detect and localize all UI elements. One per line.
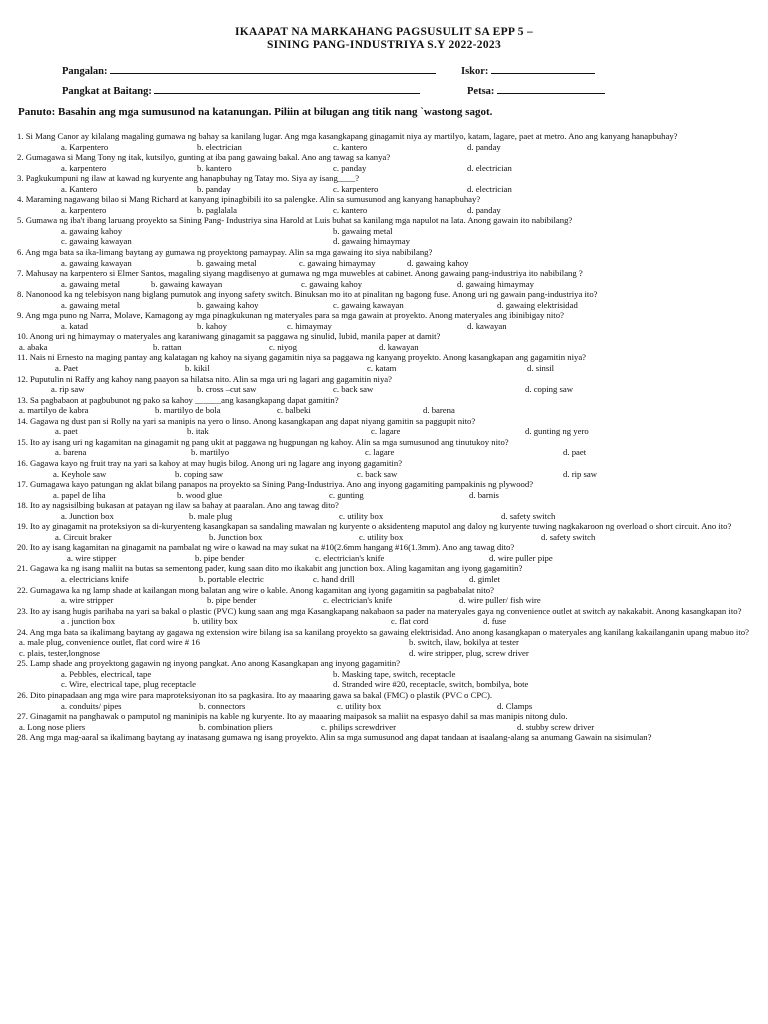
exam-title-line2: SINING PANG-INDUSTRIYA S.Y 2022-2023 (266, 39, 502, 51)
exam-title-line1: IKAAPAT NA MARKAHANG PAGSUSULIT SA EPP 5 – (234, 26, 534, 38)
question-item (17, 268, 757, 289)
question-item (17, 690, 757, 711)
question-item (17, 374, 757, 395)
answer-choice[interactable]: b. martilyo (191, 447, 230, 458)
answer-choice[interactable]: a. gawaing kawayan (61, 257, 132, 268)
question-stem: 23. Ito ay isang hugis parihaba na yari sa bakal o plastic (PVC) kung saan ang mga Kasangkapang nakabaon sa pader na materyales gaya ng convenience outlet at switch ay nakakabit. Anong kasangkapan ito? (17, 605, 742, 616)
question-item (17, 352, 757, 373)
choices-row (17, 226, 757, 237)
question-item (17, 585, 757, 606)
question-stem: 16. Gagawa kayo ng fruit tray na yari sa kahoy at may hugis bilog. Anong uri ng lagare ang inyong gagamitin? (17, 457, 403, 468)
answer-choice[interactable]: b. itak (187, 426, 209, 437)
answer-choice[interactable]: d. kawayan (467, 320, 507, 331)
section-label: Pangkat at Baitang: (62, 86, 152, 97)
question-stem: 4. Maraming nagawang bilao si Mang Richard at kanyang ipinagbibili ito sa palengke. Alin sa sumusunod ang kanyang hanapbuhay? (17, 194, 481, 205)
answer-choice[interactable]: a. gawaing metal (61, 278, 121, 289)
answer-choice[interactable]: b. combination pliers (199, 721, 273, 732)
question-item (17, 131, 757, 152)
answer-choice[interactable]: c. himaymay (287, 320, 332, 331)
question-stem: 10. Anong uri ng himaymay o materyales ang karaniwang ginagamit sa paggawa ng sinulid, lubid, manila paper at damit? (17, 331, 441, 342)
name-field-row (62, 63, 436, 77)
choices-row (17, 532, 757, 543)
answer-choice[interactable]: c. lagare (371, 426, 401, 437)
choices-row (17, 405, 757, 416)
answer-choice[interactable]: d. gawaing kahoy (407, 257, 469, 268)
answer-choice[interactable]: c. utility box (339, 510, 384, 521)
answer-choice[interactable]: c. kantero (333, 141, 368, 152)
question-stem: 25. Lamp shade ang proyektong gagawin ng inyong pangkat. Ano anong Kasangkapan ang inyong gagamitin? (17, 658, 401, 669)
choices-row (17, 384, 757, 395)
answer-choice[interactable]: d. electrician (467, 183, 512, 194)
answer-choice[interactable]: b. kantero (197, 162, 232, 173)
choices-row (17, 205, 757, 216)
answer-choice[interactable]: d. wire stripper, plug, screw driver (409, 647, 529, 658)
answer-choice[interactable]: a. paet (55, 426, 78, 437)
answer-choice[interactable]: a. Keyhole saw (53, 468, 107, 479)
answer-choice[interactable]: a. katad (61, 320, 89, 331)
answer-choice[interactable]: a. conduits/ pipes (61, 700, 122, 711)
choices-row (17, 511, 757, 522)
answer-choice[interactable]: c. gawaing kawayan (333, 299, 404, 310)
choices-row (17, 701, 757, 712)
answer-choice[interactable]: b. panday (197, 183, 231, 194)
answer-choice[interactable]: a. Kantero (61, 183, 98, 194)
answer-choice[interactable]: d. gimlet (469, 573, 500, 584)
question-item (17, 152, 757, 173)
question-stem: 19. Ito ay ginagamit na proteksiyon sa di-kuryenteng kasangkapan sa sandaling mawalan ng kuryente o aksidenteng maputol ang daloy ng kuryente tuwing nagkakaroon ng overload o short circuit. Ano ito? (17, 521, 732, 532)
answer-choice[interactable]: b. pipe bender (207, 595, 257, 606)
question-item (17, 711, 757, 732)
choices-row (17, 595, 757, 606)
question-stem: 5. Gumawa ng iba't ibang laruang proyekto sa Sining Pang- Industriya sina Harold at Luis buhat sa kanilang mga napulot na lata. Anong gawain ito nabibilang? (17, 215, 573, 226)
question-stem: 9. Ang mga puno ng Narra, Molave, Kamagong ay mga pinagkukunan ng materyales para sa mga gawain at proyekto. Anong materyales ang ibinibigay nito? (17, 310, 564, 321)
question-item (17, 289, 757, 310)
answer-choice[interactable]: a. karpentero (61, 162, 107, 173)
answer-choice[interactable]: b. coping saw (175, 468, 224, 479)
answer-choice[interactable]: a. papel de liha (53, 489, 106, 500)
answer-choice[interactable]: a. Junction box (61, 510, 114, 521)
answer-choice[interactable]: a. wire stripper (61, 595, 114, 606)
question-item (17, 521, 757, 542)
answer-choice[interactable]: a. Paet (55, 363, 79, 374)
answer-choice[interactable]: c. balbeki (277, 405, 311, 416)
answer-choice[interactable]: a. gawaing kahoy (61, 225, 123, 236)
answer-choice[interactable]: d. safety switch (541, 531, 596, 542)
question-stem: 26. Dito pinapadaan ang mga wire para maproteksiyonan ito sa pagkasira. Ito ay maaaring gawa sa bakal (FMC) o plastik (PVC o CPC). (17, 689, 493, 700)
choices-row (17, 163, 757, 174)
question-stem: 1. Si Mang Canor ay kilalang magaling gumawa ng bahay sa kanilang lugar. Ang mga kasangkapang ginagamit niya ay martilyo, katam, lagare, paet at metro. Ano ang kanyang hanapbuhay? (17, 131, 678, 141)
answer-choice[interactable]: a. Circuit braker (55, 531, 112, 542)
question-stem: 17. Gumagawa kayo patungan ng aklat bilang panapos na proyekto sa Sining Pang-Industriya. Ano ang inyong gagamiting pampakinis ng plywood? (17, 479, 534, 490)
answer-choice[interactable]: d. paet (563, 447, 587, 458)
choices-row (17, 300, 757, 311)
instructions: Panuto: Basahin ang mga sumusunod na katanungan. Piliin at bilugan ang titik nang `wastong sagot. (18, 106, 493, 118)
choices-row (17, 363, 757, 374)
choices-row (17, 142, 757, 153)
question-stem: 28. Ang mga mag-aaral sa ikalimang baytang ay inatasang gumawa ng isang proyekto. Alin sa mga sumusunod ang dapat tandaan at isaalang-alang sa anumang Gawain na sisimulan? (17, 732, 652, 743)
choices-row (17, 679, 757, 690)
answer-choice[interactable]: b. gawaing kawayan (151, 278, 223, 289)
answer-choice[interactable]: b. electrician (197, 141, 242, 152)
question-list (17, 131, 757, 743)
answer-choice[interactable]: d. wire puller/ fish wire (459, 595, 541, 606)
question-stem: 12. Puputulin ni Raffy ang kahoy nang paayon sa hilatsa nito. Alin sa mga uri ng lagari ang gagamitin niya? (17, 373, 393, 384)
question-item (17, 479, 757, 500)
answer-choice[interactable]: a. Pebbles, electrical, tape (61, 668, 152, 679)
answer-choice[interactable]: d. gawaing elektrisidad (497, 299, 578, 310)
question-item (17, 247, 757, 268)
answer-choice[interactable]: b. Junction box (209, 531, 263, 542)
answer-choice[interactable]: d. electrician (467, 162, 512, 173)
answer-choice[interactable]: d. Clamps (497, 700, 533, 711)
answer-choice[interactable]: a. abaka (19, 341, 48, 352)
question-stem: 18. Ito ay nagsisilbing bukasan at patayan ng ilaw sa bahay at paaralan. Ano ang tawag dito? (17, 500, 339, 511)
choices-row (17, 637, 757, 648)
answer-choice[interactable]: d. barnis (469, 489, 499, 500)
question-item (17, 658, 757, 690)
answer-choice[interactable]: c. Wire, electrical tape, plug receptacle (61, 679, 197, 690)
question-item (17, 542, 757, 563)
answer-choice[interactable]: c. back saw (333, 384, 374, 395)
answer-choice[interactable]: a. male plug, convenience outlet, flat cord wire # 16 (19, 637, 200, 648)
choices-row (17, 184, 757, 195)
question-stem: 20. Ito ay isang kagamitan na ginagamit na pambalat ng wire o kawad na may sukat na #10(2.6mm hangang #16(1.3mm). Ano ang tawag dito? (17, 542, 515, 553)
choices-row (17, 574, 757, 585)
answer-choice[interactable]: b. paglalala (197, 204, 238, 215)
answer-choice[interactable]: c. niyog (269, 341, 297, 352)
choices-row (17, 553, 757, 564)
answer-choice[interactable]: d. gunting ng yero (525, 426, 589, 437)
answer-choice[interactable]: c. philips screwdriver (321, 721, 397, 732)
choices-row (17, 490, 757, 501)
question-item (17, 331, 757, 352)
answer-choice[interactable]: d. kawayan (379, 341, 419, 352)
answer-choice[interactable]: d. panday (467, 204, 501, 215)
answer-choice[interactable]: b. gawaing metal (197, 257, 257, 268)
answer-choice[interactable]: b. kahoy (197, 320, 227, 331)
score-field-row (461, 63, 595, 77)
question-item (17, 416, 757, 437)
answer-choice[interactable]: b. male plug (189, 510, 233, 521)
answer-choice[interactable]: d. stubby screw driver (517, 721, 595, 732)
question-item (17, 563, 757, 584)
answer-choice[interactable]: c. back saw (357, 468, 398, 479)
question-item (17, 627, 757, 659)
answer-choice[interactable]: c. katam (367, 363, 397, 374)
score-blank[interactable] (491, 63, 595, 74)
answer-choice[interactable]: c. electrician's knife (315, 552, 385, 563)
answer-choice[interactable]: c. flat cord (391, 616, 429, 627)
answer-choice[interactable]: b. utility box (193, 616, 238, 627)
question-item (17, 606, 757, 627)
date-field-row (467, 83, 605, 97)
question-stem: 14. Gagawa ng dust pan si Rolly na yari sa manipis na yero o linso. Anong kasangkapan ang dapat niyang gamitin sa paggupit nito? (17, 415, 476, 426)
answer-choice[interactable]: c. kantero (333, 204, 368, 215)
answer-choice[interactable]: d. fuse (483, 616, 507, 627)
answer-choice[interactable]: c. gawaing himaymay (299, 257, 376, 268)
answer-choice[interactable]: b. portable electric (199, 573, 264, 584)
choices-row (17, 648, 757, 659)
question-stem: 22. Gumagawa ka ng lamp shade at kailangan mong balatan ang wire o kable. Anong kagamitan ang iyong gagamitin sa pagbabalat nito? (17, 584, 494, 595)
question-stem: 7. Mahusay na karpentero si Elmer Santos, magaling siyang magdisenyo at gumawa ng mga muwebles at cabinet. Anong gawaing pang-industriya ito nabibilang ? (17, 268, 583, 279)
question-stem: 3. Pagkukumpuni ng ilaw at kawad ng kuryente ang hanapbuhay ng Tatay mo. Siya ay isang____? (17, 173, 360, 184)
choices-row (17, 342, 757, 353)
answer-choice[interactable]: d. gawaing himaymay (457, 278, 534, 289)
choices-row (17, 426, 757, 437)
answer-choice[interactable]: d. panday (467, 141, 501, 152)
answer-choice[interactable]: c. utility box (337, 700, 382, 711)
question-item (17, 395, 757, 416)
answer-choice[interactable]: c. panday (333, 162, 367, 173)
question-stem: 6. Ang mga bata sa ika-limang baytang ay gumawa ng proyektong pamaypay. Alin sa mga gawaing ito siya nabibilang? (17, 247, 433, 258)
question-item (17, 194, 757, 215)
answer-choice[interactable]: b. cross –cut saw (197, 384, 257, 395)
answer-choice[interactable]: a. wire stipper (67, 552, 117, 563)
question-item (17, 173, 757, 194)
answer-choice[interactable]: a. martilyo de kabra (19, 405, 89, 416)
question-item (17, 500, 757, 521)
question-item (17, 458, 757, 479)
answer-choice[interactable]: c. gawaing kawayan (61, 236, 132, 247)
answer-choice[interactable]: b. rattan (153, 341, 182, 352)
name-label: Pangalan: (62, 66, 108, 77)
question-stem: 15. Ito ay isang uri ng kagamitan na ginagamit ng pang ukit at paggawa ng hugpungan ng kahoy. Alin sa mga sumusunod ang tinutukoy nito? (17, 436, 509, 447)
question-stem: 24. Ang mga bata sa ikalimang baytang ay gagawa ng extension wire bilang isa sa kanilang proyekto sa gawaing elektrisidad. Ano anong kasangkapan o materyales ang kanilang kakailanganin upang mabuo ito? (17, 626, 749, 637)
choices-row (17, 616, 757, 627)
question-stem: 21. Gagawa ka ng isang maliit na butas sa sementong pader, kung saan dito mo ikakabit ang junction box. Aling kagamitan ang iyong gagamitin? (17, 563, 523, 574)
answer-choice[interactable]: d. Stranded wire #20, receptacle, switch, bombilya, bote (333, 679, 529, 690)
question-stem: 8. Nanonood ka ng telebisyon nang biglang pumutok ang inyong safety switch. Binuksan mo ito at pinalitan ng bagong fuse. Anong uri ng gawain pang-industriya ito? (17, 289, 598, 300)
answer-choice[interactable]: d. barena (423, 405, 455, 416)
answer-choice[interactable]: c. electrician's knife (323, 595, 393, 606)
answer-choice[interactable]: c. hand drill (313, 573, 355, 584)
question-stem: 11. Nais ni Ernesto na maging pantay ang kalatagan ng kahoy na siyang gagamitin niya sa paggawa ng kanyang proyekto. Anong kasangkapan ang gagamitin niya? (17, 352, 587, 363)
answer-choice[interactable]: c. gunting (329, 489, 364, 500)
choices-row (17, 469, 757, 480)
choices-row (17, 321, 757, 332)
date-label: Petsa: (467, 86, 495, 97)
answer-choice[interactable]: a. rip saw (51, 384, 85, 395)
choices-row (17, 447, 757, 458)
question-stem: 2. Gumagawa si Mang Tony ng itak, kutsilyo, gunting at iba pang gawaing bakal. Ano ang tawag sa kanya? (17, 152, 391, 163)
answer-choice[interactable]: b. wood glue (177, 489, 223, 500)
section-blank[interactable] (154, 83, 420, 94)
date-blank[interactable] (497, 83, 605, 94)
answer-choice[interactable]: c. lagare (365, 447, 395, 458)
score-label: Iskor: (461, 66, 489, 77)
answer-choice[interactable]: b. gawaing metal (333, 225, 393, 236)
question-item (17, 310, 757, 331)
answer-choice[interactable]: b. switch, ilaw, bokilya at tester (409, 637, 519, 648)
answer-choice[interactable]: a. Long nose pliers (19, 721, 86, 732)
section-field-row (62, 83, 420, 97)
answer-choice[interactable]: c. plais, tester,longnose (19, 647, 100, 658)
choices-row (17, 236, 757, 247)
answer-choice[interactable]: d. wire puller pipe (489, 552, 553, 563)
answer-choice[interactable]: b. Masking tape, switch, receptacle (333, 668, 456, 679)
choices-row (17, 669, 757, 680)
answer-choice[interactable]: a. barena (55, 447, 87, 458)
answer-choice[interactable]: a . junction box (61, 616, 116, 627)
answer-choice[interactable]: c. karpentero (333, 183, 379, 194)
answer-choice[interactable]: b. kikil (185, 363, 210, 374)
answer-choice[interactable]: d. safety switch (501, 510, 556, 521)
answer-choice[interactable]: d. gawaing himaymay (333, 236, 410, 247)
question-item (17, 732, 757, 743)
choices-row (17, 279, 757, 290)
question-item (17, 437, 757, 458)
answer-choice[interactable]: a. gawaing metal (61, 299, 121, 310)
answer-choice[interactable]: c. utility box (359, 531, 404, 542)
question-item (17, 215, 757, 247)
answer-choice[interactable]: a. karpentero (61, 204, 107, 215)
choices-row (17, 722, 757, 733)
name-blank[interactable] (110, 63, 436, 74)
answer-choice[interactable]: c. gawaing kahoy (301, 278, 363, 289)
answer-choice[interactable]: d. coping saw (525, 384, 574, 395)
answer-choice[interactable]: b. connectors (199, 700, 246, 711)
answer-choice[interactable]: b. gawaing kahoy (197, 299, 259, 310)
choices-row (17, 258, 757, 269)
answer-choice[interactable]: d. rip saw (563, 468, 598, 479)
answer-choice[interactable]: b. martilyo de bola (155, 405, 221, 416)
answer-choice[interactable]: b. pipe bender (195, 552, 245, 563)
answer-choice[interactable]: d. sinsil (527, 363, 555, 374)
question-stem: 27. Ginagamit na panghawak o pamputol ng maninipis na kable ng kuryente. Ito ay maaaring maipasok sa maliit na espasyo dahil sa mas manipis nitong dulo. (17, 711, 568, 722)
question-stem: 13. Sa pagbabaon at pagbubunot ng pako sa kahoy ______ang kasangkapang dapat gamitin? (17, 394, 339, 405)
answer-choice[interactable]: a. Karpentero (61, 141, 109, 152)
answer-choice[interactable]: a. electricians knife (61, 573, 129, 584)
